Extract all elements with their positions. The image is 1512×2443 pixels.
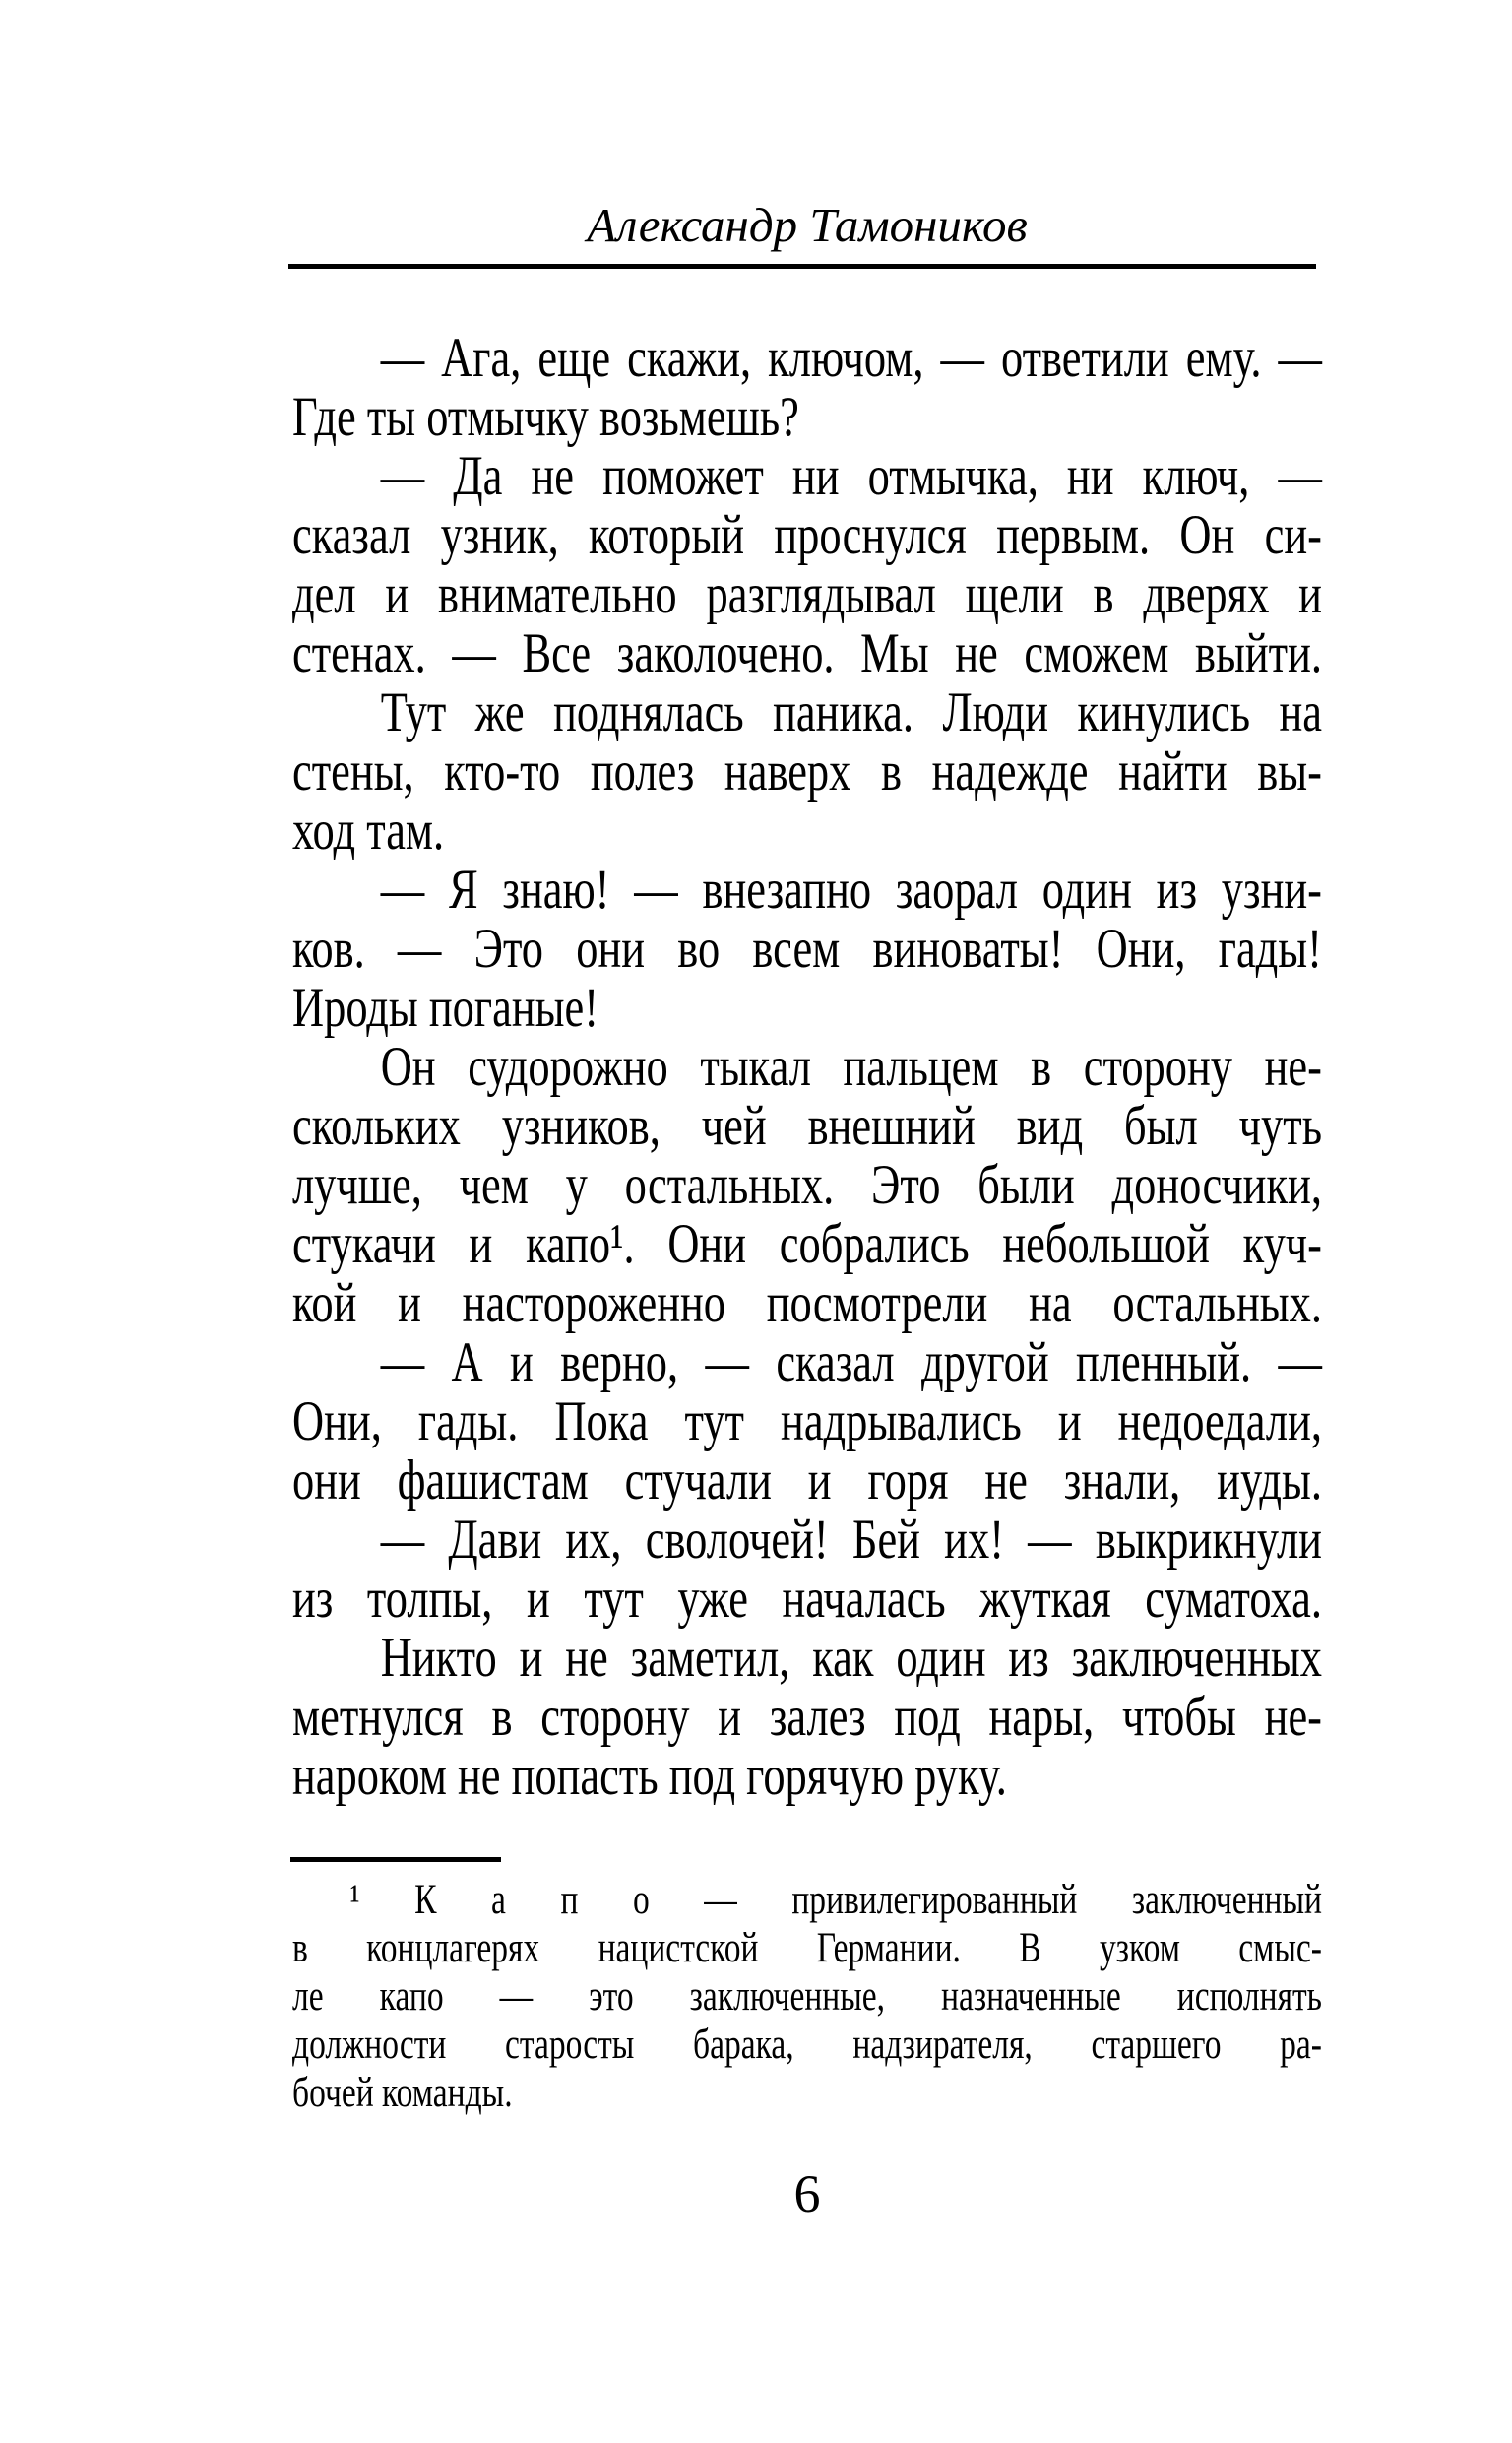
text-line: метнулся в сторону и залез под нары, чтобы не- [292,1686,1322,1748]
text-line: ков. — Это они во всем виноваты! Они, гады! [292,918,1322,980]
footnote-line: ¹ К а п о — привилегированный заключенный [349,1877,1322,1923]
text-line: стукачи и капо¹. Они собрались небольшой куч- [292,1213,1322,1275]
header-rule [288,264,1316,269]
text-line: — Ага, еще скажи, ключом, — ответили ему. — [380,327,1322,389]
text-line: — Дави их, сволочей! Бей их! — выкрикнули [380,1509,1322,1571]
text-line: дел и внимательно разглядывал щели в дверях и [292,563,1322,625]
text-line: нароком не попасть под горячую руку. [292,1745,1007,1807]
text-line: скольких узников, чей внешний вид был чуть [292,1095,1322,1157]
text-line: — Да не поможет ни отмычка, ни ключ, — [380,445,1322,507]
text-line: Никто и не заметил, как один из заключенных [380,1627,1322,1689]
body-text [292,329,1322,1806]
text-line: Они, гады. Пока тут надрывались и недоедали, [292,1390,1322,1452]
text-line: Тут же поднялась паника. Люди кинулись на [380,681,1322,743]
footnote-line: бочей команды. [292,2070,513,2116]
text-line: Где ты отмычку возьмешь? [292,386,799,448]
text-line: — А и верно, — сказал другой пленный. — [380,1331,1322,1393]
footnote-rule [290,1857,501,1862]
footnote-line: в концлагерях нацистской Германии. В узком смыс- [292,1925,1322,1971]
page-number: 6 [793,2164,821,2223]
text-line: — Я знаю! — внезапно заорал один из узни- [380,859,1322,921]
text-line: ход там. [292,800,445,862]
text-line: стенах. — Все заколочено. Мы не сможем выйти. [292,622,1322,684]
footnote-line: должности старосты барака, надзирателя, старшего ра- [292,2022,1322,2068]
text-line: лучше, чем у остальных. Это были доносчики, [292,1154,1322,1216]
footnote-line: ле капо — это заключенные, назначенные исполнять [292,1973,1322,2020]
text-line: стены, кто-то полез наверх в надежде найти вы- [292,740,1322,803]
text-line: кой и настороженно посмотрели на остальных. [292,1272,1322,1334]
text-line: Он судорожно тыкал пальцем в сторону не- [380,1036,1322,1098]
text-line: они фашистам стучали и горя не знали, иуды. [292,1449,1322,1511]
text-line: сказал узник, который проснулся первым. Он си- [292,504,1322,566]
text-line: Ироды поганые! [292,977,599,1039]
text-line: из толпы, и тут уже началась жуткая суматоха. [292,1568,1322,1630]
footnote [292,1876,1322,2117]
running-header-author: Александр Тамоников [587,198,1028,252]
